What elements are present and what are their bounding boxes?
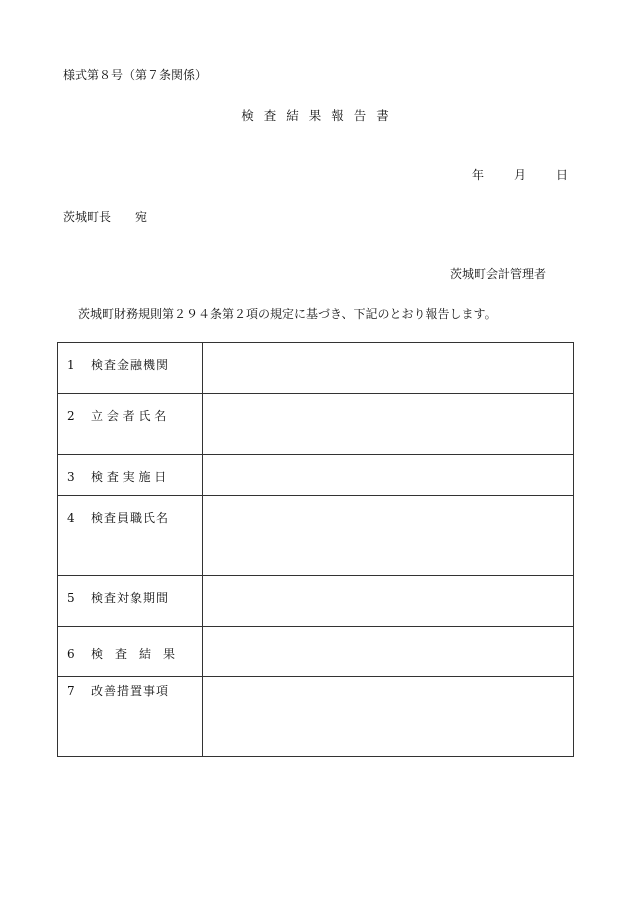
date-month-label: 月: [514, 168, 527, 182]
row-label: 検査員職氏名: [91, 511, 170, 525]
table-row: [58, 394, 574, 455]
date-day-label: 日: [556, 168, 569, 182]
row-label-cell: [58, 343, 203, 394]
date-line: [472, 166, 568, 183]
row-value-cell[interactable]: [203, 627, 574, 677]
sender: 茨城町会計管理者: [450, 267, 547, 281]
table-row: [58, 576, 574, 627]
row-value-cell[interactable]: [203, 343, 574, 394]
date-year-label: 年: [472, 168, 485, 182]
row-number: 3: [67, 470, 75, 484]
table-row: [58, 455, 574, 496]
row-value-cell[interactable]: [203, 394, 574, 455]
row-label: 立 会 者 氏 名: [91, 409, 167, 423]
row-label-cell: [58, 677, 203, 757]
addressee: 茨城町長 宛: [63, 210, 148, 224]
table-row: [58, 627, 574, 677]
row-value-cell[interactable]: [203, 576, 574, 627]
row-number: 6: [67, 647, 75, 661]
row-number: 5: [67, 591, 75, 605]
row-label-cell: [58, 576, 203, 627]
row-label: 改善措置事項: [91, 684, 170, 698]
row-value-cell[interactable]: [203, 496, 574, 576]
row-value-cell[interactable]: [203, 455, 574, 496]
table-row: [58, 496, 574, 576]
row-label: 検査対象期間: [91, 591, 170, 605]
body-text: 茨城町財務規則第２９４条第２項の規定に基づき、下記のとおり報告します。: [78, 307, 497, 321]
row-label-cell: [58, 394, 203, 455]
row-value-cell[interactable]: [203, 677, 574, 757]
row-label: 検査金融機関: [91, 358, 170, 372]
row-label-cell: [58, 455, 203, 496]
row-label-cell: [58, 627, 203, 677]
form-number: 様式第８号（第７条関係）: [63, 68, 208, 82]
row-number: 1: [67, 358, 75, 372]
row-number: 7: [67, 684, 75, 698]
row-label: 検 査 結 果: [91, 647, 176, 661]
row-number: 2: [67, 409, 75, 423]
row-label: 検 査 実 施 日: [91, 470, 167, 484]
report-table: [57, 342, 574, 757]
document-title: 検査結果報告書: [241, 108, 399, 123]
row-label-cell: [58, 496, 203, 576]
table-row: [58, 343, 574, 394]
row-number: 4: [67, 511, 75, 525]
table-row: [58, 677, 574, 757]
